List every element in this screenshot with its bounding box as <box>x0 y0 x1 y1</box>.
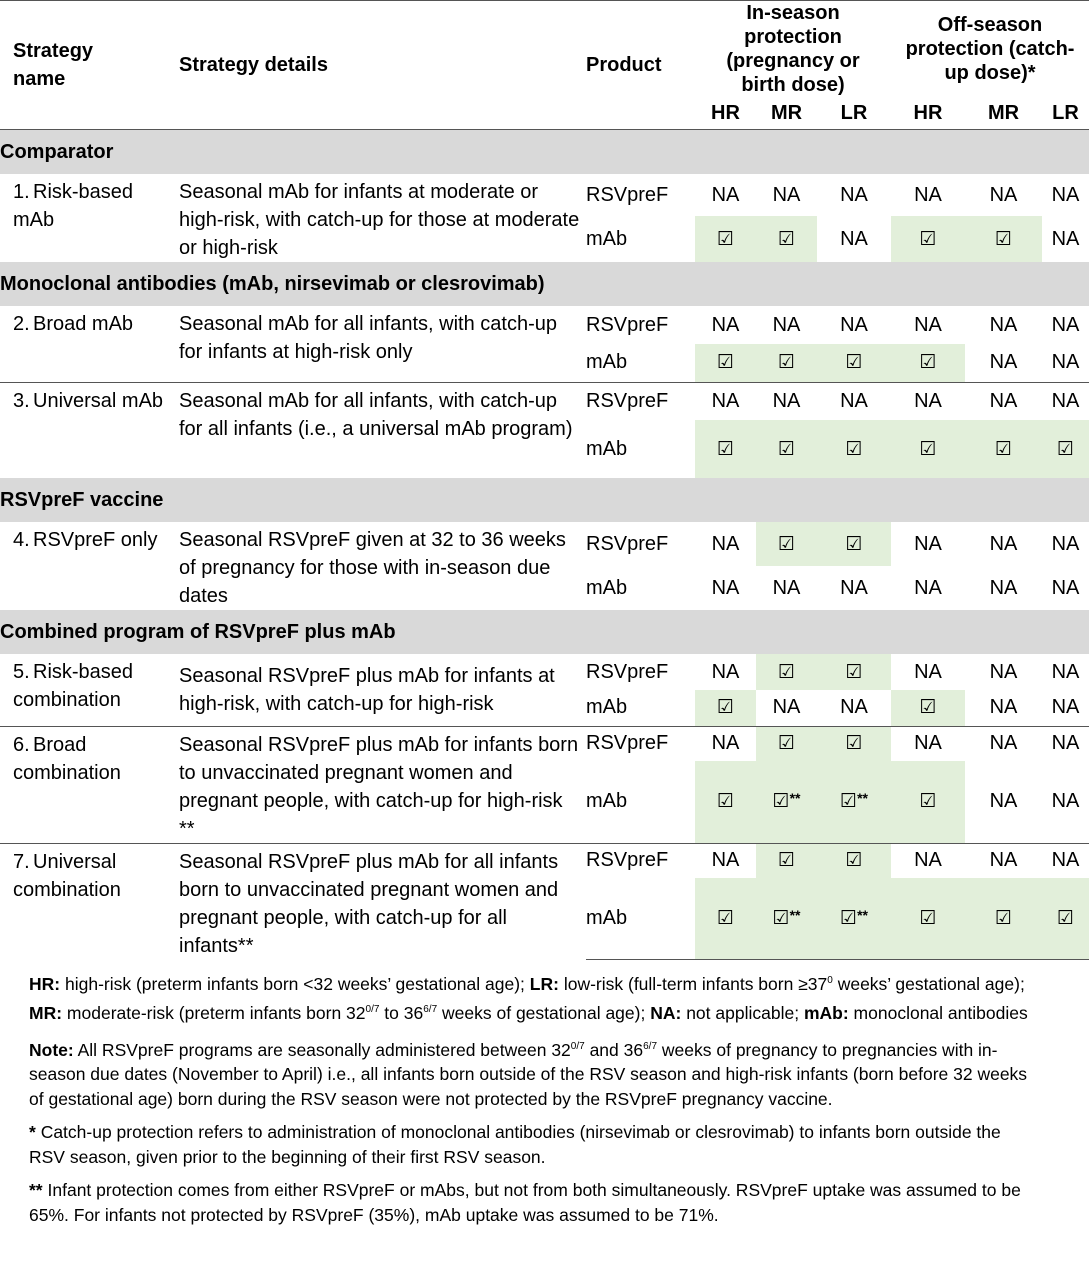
na-cell: NA <box>840 576 868 599</box>
checkbox-checked-icon: ☑ <box>756 344 817 382</box>
table-row <box>0 522 1089 566</box>
strategy-name: 2. Broad mAb <box>13 313 134 335</box>
checkbox-checked-icon: ☑ <box>965 216 1042 262</box>
na-cell: NA <box>1051 532 1080 555</box>
na-cell: NA <box>914 532 942 555</box>
checkbox-checked-icon: ☑ <box>965 420 1042 478</box>
na-cell: NA <box>695 843 756 878</box>
checkbox-checked-icon: ☑** <box>817 878 891 960</box>
na-cell: NA <box>989 696 1018 719</box>
table-row <box>0 843 1089 878</box>
strategy-name: 3. Universal mAb <box>0 382 166 478</box>
strategy-name: 7. Universal combination <box>0 843 166 960</box>
checkbox-checked-icon: ☑ <box>695 420 756 478</box>
checkbox-checked-icon: ☑ <box>891 761 965 843</box>
checkbox-checked-icon: ☑ <box>817 726 891 761</box>
table-row <box>0 382 1089 420</box>
product-cell: RSVpreF <box>586 382 695 420</box>
na-cell: NA <box>1051 183 1080 206</box>
checkbox-checked-icon: ☑ <box>695 216 756 262</box>
checkbox-checked-icon: ☑ <box>891 690 965 726</box>
strategy-details: Seasonal RSVpreF given at 32 to 36 weeks of pregnancy for those with in-season due dates <box>179 529 566 607</box>
uptake-footnote: ** Infant protection comes from either RSVpreF or mAbs, but not from both simultaneously. RSVpreF uptake was assumed to be 65%. For infants not protected by RSVpreF (35%), mAb uptake was assumed to be 71%. <box>29 1180 1021 1226</box>
na-cell: NA <box>1051 576 1080 599</box>
product-cell: mAb <box>586 227 628 250</box>
na-cell: NA <box>840 313 868 336</box>
product-cell: RSVpreF <box>586 660 669 683</box>
section-header: Monoclonal antibodies (mAb, nirsevimab or clesrovimab) <box>0 262 1089 306</box>
na-cell: NA <box>1042 382 1089 420</box>
catch-up-footnote: * Catch-up protection refers to administration of monoclonal antibodies (nirsevimab or clesrovimab) to infants born outside the RSV season, given prior to the beginning of their first RSV season. <box>29 1122 1001 1168</box>
checkbox-checked-icon: ☑ <box>817 344 891 382</box>
checkbox-checked-icon: ☑ <box>695 761 756 843</box>
product-cell: RSVpreF <box>586 183 669 206</box>
section-header: Comparator <box>0 130 1089 175</box>
section-header: Combined program of RSVpreF plus mAb <box>0 610 1089 654</box>
product-cell: mAb <box>586 878 695 960</box>
product-cell: mAb <box>586 437 628 460</box>
na-cell: NA <box>1051 227 1080 250</box>
footnotes <box>29 968 1029 1236</box>
col-off-season: Off-season protection (catch-up dose)* <box>905 14 1075 84</box>
strategy-details: Seasonal mAb for all infants, with catch-up for infants at high-risk only <box>179 313 557 363</box>
na-cell: NA <box>772 183 801 206</box>
product-cell: mAb <box>586 696 628 719</box>
checkbox-checked-icon: ☑ <box>891 878 965 960</box>
checkbox-checked-icon: ☑ <box>891 344 965 382</box>
table-row <box>0 726 1089 761</box>
subheader-hr: HR <box>695 97 756 130</box>
na-cell: NA <box>891 726 965 761</box>
strategy-name: 6. Broad combination <box>0 726 166 843</box>
strategy-details: Seasonal mAb for all infants, with catch-up for all infants (i.e., a universal mAb program) <box>166 382 586 478</box>
strategy-name: 1. Risk-based mAb <box>13 181 134 231</box>
na-cell: NA <box>965 382 1042 420</box>
na-cell: NA <box>772 696 801 719</box>
na-cell: NA <box>914 660 942 683</box>
table-row <box>0 174 1089 216</box>
na-cell: NA <box>711 532 740 555</box>
checkbox-checked-icon: ☑ <box>756 726 817 761</box>
checkbox-checked-icon: ☑ <box>817 420 891 478</box>
na-cell: NA <box>1051 790 1080 813</box>
product-cell: RSVpreF <box>586 532 669 555</box>
na-cell: NA <box>914 313 942 336</box>
table-row <box>0 654 1089 690</box>
na-cell: NA <box>756 382 817 420</box>
strategy-details: Seasonal RSVpreF plus mAb for infants at high-risk, with catch-up for high-risk <box>179 664 555 715</box>
product-cell: mAb <box>586 351 628 374</box>
product-cell: RSVpreF <box>586 313 669 336</box>
na-cell: NA <box>1051 660 1080 683</box>
col-in-season: In-season protection (pregnancy or birth dose) <box>726 2 860 96</box>
checkbox-checked-icon: ☑** <box>817 761 891 843</box>
na-cell: NA <box>1042 726 1089 761</box>
checkbox-checked-icon: ☑ <box>756 843 817 878</box>
checkbox-checked-icon: ☑ <box>817 843 891 878</box>
na-cell: NA <box>989 532 1018 555</box>
checkbox-checked-icon: ☑ <box>817 522 891 566</box>
na-cell: NA <box>772 313 801 336</box>
checkbox-checked-icon: ☑ <box>695 690 756 726</box>
na-cell: NA <box>711 660 740 683</box>
na-cell: NA <box>989 183 1018 206</box>
product-cell: RSVpreF <box>586 726 695 761</box>
na-cell: NA <box>817 382 891 420</box>
abbreviations-note: HR: high-risk (preterm infants born <32 weeks’ gestational age); LR: low-risk (full-term infants born $\ge 37^0$ weeks’ gestational age); MR: moderate-risk (preterm infants born $32^{0/7}$ to $36^{6/7}$ weeks of gestational age); NA: not applicable; mAb: monoclonal antibodies <box>29 973 1028 1023</box>
na-cell: NA <box>711 183 740 206</box>
col-strategy-details: Strategy details <box>166 1 586 130</box>
na-cell: NA <box>840 183 868 206</box>
checkbox-checked-icon: ☑ <box>756 654 817 690</box>
section-header: RSVpreF vaccine <box>0 478 1089 522</box>
checkbox-checked-icon: ☑ <box>817 654 891 690</box>
na-cell: NA <box>965 726 1042 761</box>
subheader-lr: LR <box>817 97 891 130</box>
checkbox-checked-icon: ☑ <box>756 420 817 478</box>
table-row <box>0 306 1089 344</box>
checkbox-checked-icon: ☑ <box>756 216 817 262</box>
na-cell: NA <box>1051 351 1080 374</box>
na-cell: NA <box>695 726 756 761</box>
product-cell: mAb <box>586 790 628 813</box>
checkbox-checked-icon: ☑ <box>695 344 756 382</box>
na-cell: NA <box>914 576 942 599</box>
program-note: Note: All RSVpreF programs are seasonally administered between $32^{0/7}$ and $36^{6/7}$ weeks of pregnancy to pregnancies with in-season due dates (November to April) i.e., all infants born outside of the RSV season and high-risk infants (born before 32 weeks of gestational age) born during the RSV season were not protected by the RSVpreF pregnancy vaccine. <box>29 1039 1028 1110</box>
checkbox-checked-icon: ☑ <box>891 216 965 262</box>
na-cell: NA <box>989 351 1018 374</box>
na-cell: NA <box>840 227 868 250</box>
subheader-mr: MR <box>756 97 817 130</box>
na-cell: NA <box>695 382 756 420</box>
checkbox-checked-icon: ☑ <box>1042 420 1089 478</box>
col-product: Product <box>586 1 695 130</box>
na-cell: NA <box>840 696 868 719</box>
product-cell: mAb <box>586 576 628 599</box>
na-cell: NA <box>1051 313 1080 336</box>
checkbox-checked-icon: ☑ <box>1042 878 1089 960</box>
checkbox-checked-icon: ☑ <box>891 420 965 478</box>
strategy-details: Seasonal mAb for infants at moderate or high-risk, with catch-up for those at moderate or high-risk <box>179 181 580 259</box>
na-cell: NA <box>711 313 740 336</box>
na-cell: NA <box>711 576 740 599</box>
subheader-mr: MR <box>965 97 1042 130</box>
checkbox-checked-icon: ☑ <box>965 878 1042 960</box>
na-cell: NA <box>1051 696 1080 719</box>
na-cell: NA <box>989 576 1018 599</box>
strategy-details: Seasonal RSVpreF plus mAb for infants born to unvaccinated pregnant women and pregnant people, with catch-up for high-risk ** <box>166 726 586 843</box>
strategy-name: 4. RSVpreF only <box>13 529 158 551</box>
checkbox-checked-icon: ☑ <box>695 878 756 960</box>
col-strategy-name: Strategy name <box>0 1 166 130</box>
na-cell: NA <box>989 313 1018 336</box>
checkbox-checked-icon: ☑** <box>756 878 817 960</box>
na-cell: NA <box>891 843 965 878</box>
na-cell: NA <box>989 660 1018 683</box>
subheader-lr: LR <box>1042 97 1089 130</box>
checkbox-checked-icon: ☑** <box>756 761 817 843</box>
checkbox-checked-icon: ☑ <box>756 522 817 566</box>
na-cell: NA <box>891 382 965 420</box>
na-cell: NA <box>965 843 1042 878</box>
na-cell: NA <box>1042 843 1089 878</box>
strategy-details: Seasonal RSVpreF plus mAb for all infants born to unvaccinated pregnant women and pregnant people, with catch-up for all infants** <box>166 843 586 960</box>
na-cell: NA <box>772 576 801 599</box>
na-cell: NA <box>989 790 1018 813</box>
strategy-name: 5. Risk-based combination <box>13 661 134 711</box>
subheader-hr: HR <box>891 97 965 130</box>
na-cell: NA <box>914 183 942 206</box>
product-cell: RSVpreF <box>586 843 695 878</box>
